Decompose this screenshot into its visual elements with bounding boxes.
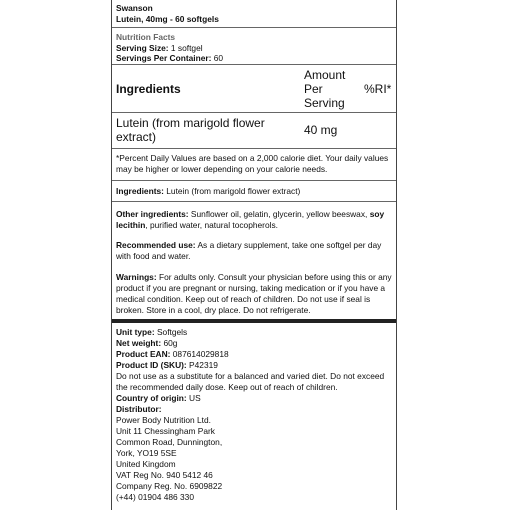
country-of-origin bbox=[116, 393, 392, 404]
other-ingredients-value: Sunflower oil, gelatin, glycerin, yellow beeswax, bbox=[190, 209, 368, 219]
table-header-row bbox=[112, 66, 396, 113]
product-ean-label: Product EAN: bbox=[116, 349, 171, 359]
recommended-use-label: Recommended use: bbox=[116, 240, 196, 250]
product-name: Lutein, 40mg - 60 softgels bbox=[116, 14, 219, 24]
other-ingredients-value-rest: , purified water, natural tocopherols. bbox=[145, 220, 279, 230]
col-ingredients: Ingredients bbox=[116, 82, 181, 96]
unit-type-value: Softgels bbox=[156, 327, 188, 337]
distributor-line: (+44) 01904 486 330 bbox=[116, 492, 195, 502]
product-sku bbox=[116, 360, 392, 371]
distributor-line: Power Body Nutrition Ltd. bbox=[116, 415, 211, 425]
ingredients-value: Lutein (from marigold flower extract) bbox=[166, 186, 301, 196]
ingredients-detail bbox=[116, 186, 392, 197]
distributor-line: Company Reg. No. 6909822 bbox=[116, 481, 223, 491]
distributor-label: Distributor: bbox=[116, 404, 162, 414]
advice-text: Do not use as a substitute for a balanced and varied diet. Do not exceed the recommended daily dose. Keep out of reach of children. bbox=[116, 371, 385, 392]
divider bbox=[112, 201, 396, 202]
nutrition-label-panel bbox=[111, 0, 397, 510]
distributor-line: York, YO19 5SE bbox=[116, 448, 177, 458]
other-ingredients-label: Other ingredients: bbox=[116, 209, 189, 219]
distributor-line: United Kingdom bbox=[116, 459, 176, 469]
other-ingredients bbox=[116, 209, 392, 231]
ingredient-name: Lutein (from marigold flower extract) bbox=[112, 113, 300, 148]
daily-values-footnote: *Percent Daily Values are based on a 2,000 calorie diet. Your daily values may be higher or lower depending on your calorie needs. bbox=[116, 153, 389, 174]
servings-label: Servings Per Container: bbox=[116, 53, 212, 63]
product-sku-value: P42319 bbox=[189, 360, 218, 370]
ingredient-amount: 40 mg bbox=[300, 113, 364, 148]
origin-label: Country of origin: bbox=[116, 393, 187, 403]
col-ri: %RI* bbox=[364, 82, 392, 96]
distributor-line: Unit 11 Chessingham Park bbox=[116, 426, 215, 436]
thick-divider bbox=[112, 319, 396, 323]
product-ean-value: 087614029818 bbox=[172, 349, 229, 359]
brand-name: Swanson bbox=[116, 3, 153, 13]
other-ingredients-allergen: soy lecithin bbox=[116, 209, 385, 230]
servings-per-container bbox=[116, 53, 392, 63]
origin-value: US bbox=[189, 393, 201, 403]
warnings-value: For adults only. Consult your physician before using this or any product if you are pregnant or nursing, taking medication or if you have a medical condition. Keep out of reach of children. Do not use if seal is broken. Store in a cool, dry place. Do not refrigerate. bbox=[116, 272, 392, 315]
col-amount: Amount Per Serving bbox=[304, 68, 346, 110]
ingredient-ri bbox=[364, 113, 396, 148]
recommended-use bbox=[116, 240, 392, 262]
warnings bbox=[116, 272, 392, 316]
unit-type-label: Unit type: bbox=[116, 327, 155, 337]
divider bbox=[112, 27, 396, 28]
table-row bbox=[112, 113, 396, 148]
product-ean bbox=[116, 349, 392, 360]
divider bbox=[112, 148, 396, 149]
unit-type bbox=[116, 327, 392, 338]
distributor-line: Common Road, Dunnington, bbox=[116, 437, 223, 447]
distributor-line: VAT Reg No. 940 5412 46 bbox=[116, 470, 213, 480]
serving-size bbox=[116, 43, 392, 53]
net-weight-value: 60g bbox=[163, 338, 178, 348]
product-info bbox=[116, 327, 392, 503]
net-weight-label: Net weight: bbox=[116, 338, 162, 348]
product-sku-label: Product ID (SKU): bbox=[116, 360, 187, 370]
facts-title: Nutrition Facts bbox=[116, 32, 176, 42]
ingredients-table bbox=[112, 66, 396, 147]
servings-value: 60 bbox=[213, 53, 224, 63]
net-weight bbox=[116, 338, 392, 349]
ingredients-label: Ingredients: bbox=[116, 186, 164, 196]
recommended-use-value: As a dietary supplement, take one softgel per day with food and water. bbox=[116, 240, 382, 261]
warnings-label: Warnings: bbox=[116, 272, 157, 282]
divider bbox=[112, 180, 396, 181]
divider bbox=[112, 64, 396, 65]
serving-size-label: Serving Size: bbox=[116, 43, 169, 53]
serving-size-value: 1 softgel bbox=[170, 43, 203, 53]
